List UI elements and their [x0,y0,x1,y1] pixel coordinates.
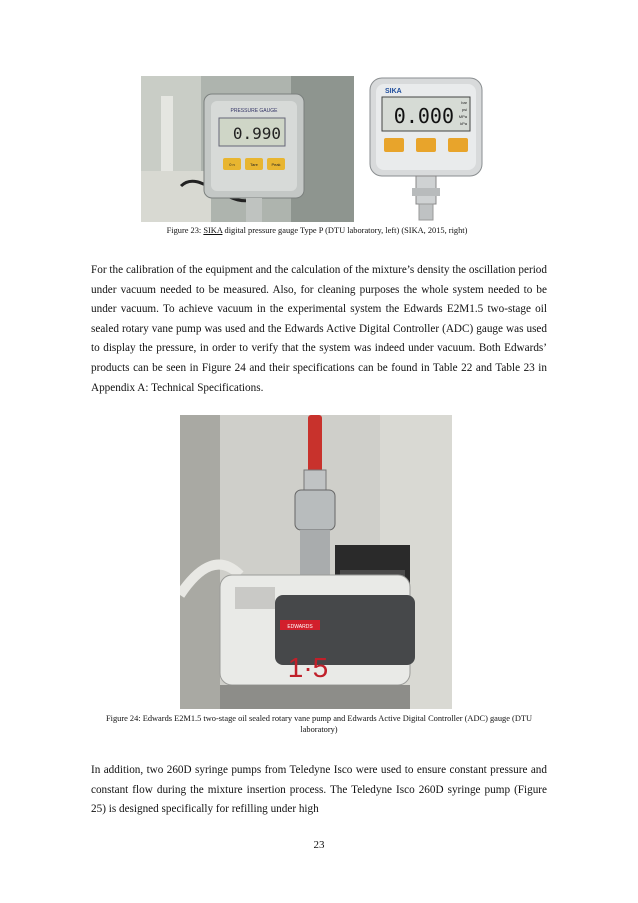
left-gauge-reading: 0.990 [232,124,281,143]
sika-unit-1: bar [461,100,467,105]
dtu-pressure-gauge-photo [141,76,354,222]
sika-gauge-photo [360,76,493,222]
figure-23 [141,76,493,222]
sika-unit-4: kPa [460,121,467,126]
sika-unit-2: psi [461,107,467,112]
pump-brand: EDWARDS [287,624,313,630]
left-gauge-button-1: 0 n [229,162,235,167]
paragraph-syringe-pumps: In addition, two 260D syringe pumps from Teledyne Isco were used to ensure constant pressure and constant flow during the mixture insertion process. The Teledyne Isco 260D syringe pump (Figure 25) is designed specifically for refilling under high [91,764,547,816]
page-number: 23 [313,839,325,851]
sika-brand: SIKA [385,88,402,95]
pump-label: 1·5 [287,652,329,683]
sika-link[interactable]: SIKA [203,226,223,235]
paragraph-calibration: For the calibration of the equipment and the calculation of the mixture’s density the oscillation period under vacuum needed to be measured. Also, for cleaning purposes the whole system needed to be under vacuum. To achieve vacuum in the experimental system the Edwards E2M1.5 two-stage oil sealed rotary vane pump was used and the Edwards Active Digital Controller (ADC) gauge was used to display the pressure, in order to verify that the system was indeed under vacuum. Both Edwards’ products can be seen in Figure 24 and their specifications can be found in Table 22 and Table 23 in Appendix A: Technical Specifications. [91,264,547,394]
figure-24-caption: Figure 24: Edwards E2M1.5 two-stage oil sealed rotary vane pump and Edwards Active Digital Controller (ADC) gauge (DTU laboratory) [105,714,533,734]
left-gauge-brand: PRESSURE GAUGE [230,108,278,114]
figure-23-caption-prefix: Figure 23: [166,226,204,235]
left-gauge-button-3: Peak [271,162,281,167]
sika-reading: 0.000 [393,104,454,128]
sika-unit-3: MPa [458,114,467,119]
figure-23-caption [141,225,493,236]
edwards-pump-photo [180,415,452,709]
figure-23-caption-rest: digital pressure gauge Type P (DTU laboratory, left) (SIKA, 2015, right) [222,226,468,235]
left-gauge-button-2: Tare [250,162,258,167]
